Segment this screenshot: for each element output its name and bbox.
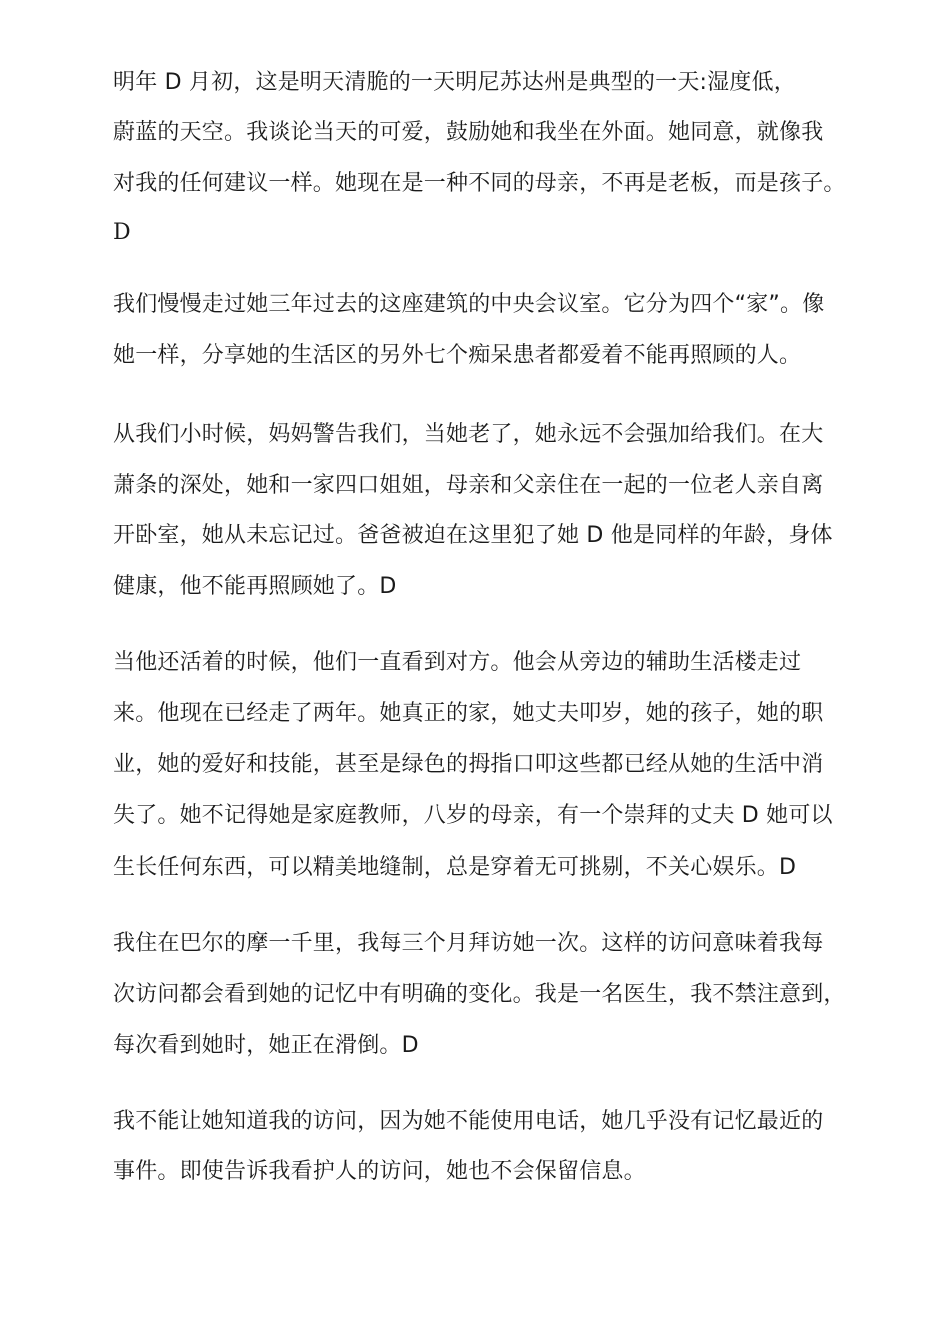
paragraph-5-line-1: 我住在巴尔的摩一千里，我每三个月拜访她一次。这样的访问意味着我每 <box>113 931 824 956</box>
paragraph-3-line-4: 健康，他不能再照顾她了。D <box>113 574 397 599</box>
paragraph-5-line-2: 次访问都会看到她的记忆中有明确的变化。我是一名医生，我不禁注意到， <box>113 982 846 1007</box>
paragraph-1-line-3: 对我的任何建议一样。她现在是一种不同的母亲，不再是老板，而是孩子。 <box>113 171 846 196</box>
paragraph-4-line-1: 当他还活着的时候，他们一直看到对方。他会从旁边的辅助生活楼走过 <box>113 650 802 675</box>
paragraph-3-line-1: 从我们小时候，妈妈警告我们，当她老了，她永远不会强加给我们。在大 <box>113 422 824 447</box>
paragraph-4-line-3: 业，她的爱好和技能，甚至是绿色的拇指口叩这些都已经从她的生活中消 <box>113 752 824 777</box>
paragraph-4-line-4: 失了。她不记得她是家庭教师，八岁的母亲，有一个崇拜的丈夫 D 她可以 <box>113 803 833 828</box>
paragraph-3-line-2: 萧条的深处，她和一家四口姐姐，母亲和父亲住在一起的一位老人亲自离 <box>113 473 824 498</box>
paragraph-2-line-1: 我们慢慢走过她三年过去的这座建筑的中央会议室。它分为四个“家”。像 <box>113 292 825 317</box>
paragraph-2-line-2: 她一样，分享她的生活区的另外七个痴呆患者都爱着不能再照顾的人。 <box>113 343 802 368</box>
paragraph-4-line-2: 来。他现在已经走了两年。她真正的家，她丈夫叩岁，她的孩子，她的职 <box>113 701 824 726</box>
paragraph-1-line-2: 蔚蓝的天空。我谈论当天的可爱，鼓励她和我坐在外面。她同意，就像我 <box>113 120 824 145</box>
paragraph-1-line-4: D <box>113 220 131 245</box>
paragraph-4-line-5: 生长任何东西，可以精美地缝制，总是穿着无可挑剔，不关心娱乐。D <box>113 855 797 880</box>
paragraph-1-line-1: 明年 D 月初，这是明天清脆的一天明尼苏达州是典型的一天:湿度低， <box>113 70 796 95</box>
paragraph-6-line-1: 我不能让她知道我的访问，因为她不能使用电话，她几乎没有记忆最近的 <box>113 1109 824 1134</box>
paragraph-3-line-3: 开卧室，她从未忘记过。爸爸被迫在这里犯了她 D 他是同样的年龄，身体 <box>113 523 833 548</box>
paragraph-5-line-3: 每次看到她时，她正在滑倒。D <box>113 1033 419 1058</box>
paragraph-6-line-2: 事件。即使告诉我看护人的访问，她也不会保留信息。 <box>113 1159 646 1184</box>
